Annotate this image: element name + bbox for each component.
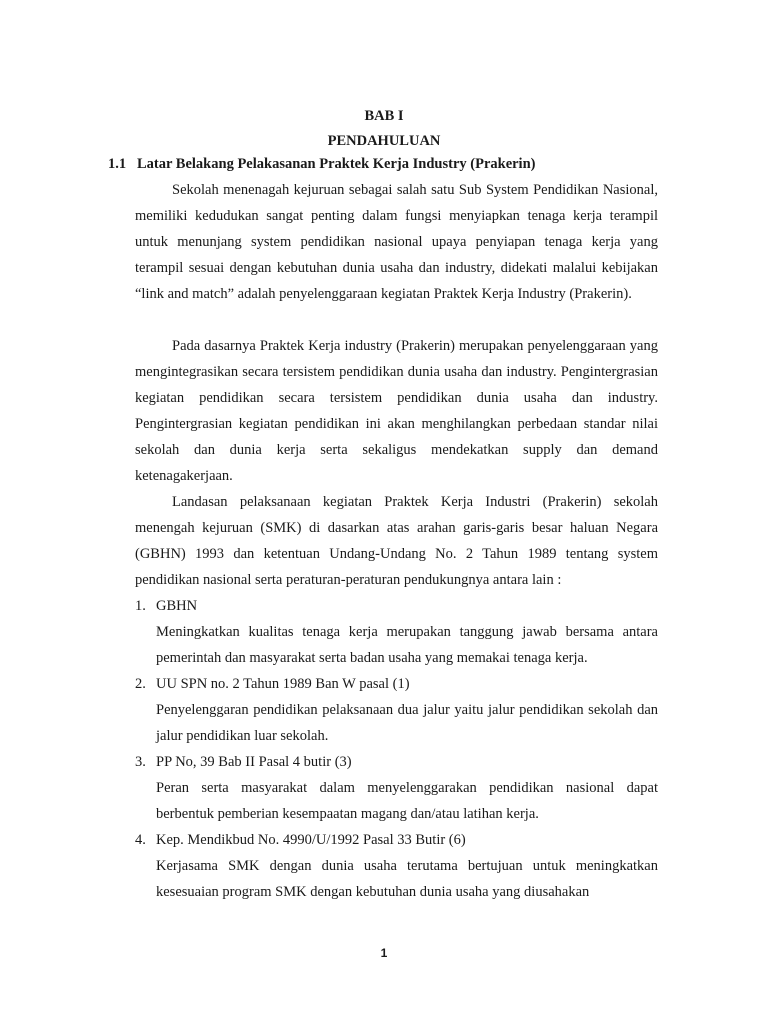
list-item	[135, 749, 658, 827]
list-item-title	[135, 671, 658, 697]
paragraph-2: Pada dasarnya Praktek Kerja industry (Prakerin) merupakan penyelenggaraan yang mengintegrasikan secara tersistem pendidikan dunia usaha dan industry. Pengintergrasian kegiatan pendidikan secara tersistem pendidikan dunia usaha dan industry. Pengintergrasian kegiatan pendidikan ini akan menghilangkan perbedaan standar nilai sekolah dan dunia kerja serta sekaligus mendekatkan supply dan demand ketenagakerjaan.	[135, 338, 658, 484]
list-item-body: Peran serta masyarakat dalam menyelenggarakan pendidikan nasional dapat berbentuk pemberian kesempaatan magang dan/atau latihan kerja.	[156, 780, 658, 822]
section-title: Latar Belakang Pelakasanan Praktek Kerja Industry (Prakerin)	[137, 156, 536, 172]
paragraph-3: Landasan pelaksanaan kegiatan Praktek Kerja Industri (Prakerin) sekolah menengah kejuruan (SMK) di dasarkan atas arahan garis-garis besar haluan Negara (GBHN) 1993 dan ketentuan Undang-Undang No. 2 Tahun 1989 tentang system pendidikan nasional serta peraturan-peraturan pendukungnya antara lain :	[135, 494, 658, 588]
list-item	[135, 671, 658, 749]
list-item-body: Meningkatkan kualitas tenaga kerja merupakan tanggung jawab bersama antara pemerintah dan masyarakat serta badan usaha yang memakai tenaga kerja.	[156, 624, 658, 666]
list-item-number: 2.	[135, 676, 146, 692]
paragraph-1: Sekolah menenagah kejuruan sebagai salah satu Sub System Pendidikan Nasional, memiliki kedudukan sangat penting dalam fungsi menyiapkan tenaga kerja terampil untuk menunjang system pendidikan nasional upaya penyiapan tenaga kerja yang terampil sesuai dengan kebutuhan dunia usaha dan industry, didekati malalui kebijakan “link and match” adalah penyelenggaraan kegiatan Praktek Kerja Industry (Prakerin).	[135, 182, 658, 302]
list-item-number: 1.	[135, 598, 146, 614]
list-item-body: Penyelenggaran pendidikan pelaksanaan dua jalur yaitu jalur pendidikan sekolah dan jalur pendidikan luar sekolah.	[156, 702, 658, 744]
list-item-title-text: UU SPN no. 2 Tahun 1989 Ban W pasal (1)	[156, 676, 410, 692]
list-item-title	[135, 827, 658, 853]
list-item-title	[135, 749, 658, 775]
page-number: 1	[380, 946, 388, 960]
list-item	[135, 827, 658, 905]
list-item-title-text: GBHN	[156, 598, 198, 614]
list-item-number: 4.	[135, 832, 146, 848]
chapter-label: BAB I	[364, 108, 404, 124]
section-number: 1.1	[108, 156, 127, 172]
list-item-number: 3.	[135, 754, 146, 770]
list-item-title-text: Kep. Mendikbud No. 4990/U/1992 Pasal 33 Butir (6)	[156, 832, 466, 848]
list-item-title-text: PP No, 39 Bab II Pasal 4 butir (3)	[156, 754, 352, 770]
list-item	[135, 593, 658, 671]
list-item-body: Kerjasama SMK dengan dunia usaha terutama bertujuan untuk meningkatkan kesesuaian program SMK dengan kebutuhan dunia usaha yang diusahakan	[156, 858, 658, 900]
list-item-title	[135, 593, 658, 619]
chapter-title: PENDAHULUAN	[327, 133, 441, 149]
section-heading	[108, 154, 535, 174]
